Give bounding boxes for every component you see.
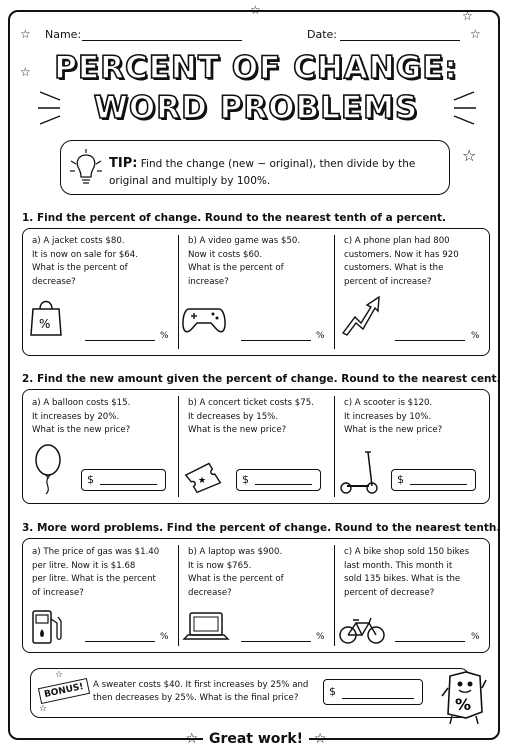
page-title-line2: WORD PROBLEMS: [93, 90, 419, 126]
tip-label: TIP:: [109, 156, 138, 171]
section-3-box: [22, 538, 490, 653]
bonus-box: [30, 668, 470, 718]
answer-line-3c[interactable]: [395, 641, 465, 642]
laptop-icon: [184, 611, 228, 643]
problem-2a: a) A balloon costs $15. It increases by 20%. What is the new price?: [32, 398, 131, 435]
dollar-prefix: $: [329, 685, 336, 698]
problem-2c: c) A scooter is $120. It increases by 10%. What is the new price?: [344, 398, 443, 435]
growth-arrow-icon: [341, 295, 381, 337]
dollar-prefix: $: [242, 473, 249, 486]
star-icon: ☆: [462, 9, 473, 23]
problem-3b: b) A laptop was $900. It is now $765. What is the percent of decrease?: [188, 547, 284, 598]
page-title-line1: PERCENT OF CHANGE:: [54, 50, 458, 86]
name-label: Name:: [45, 28, 82, 41]
answer-line-1b[interactable]: [241, 340, 311, 341]
percent-suffix: %: [316, 331, 325, 341]
star-icon: ☆: [39, 704, 48, 714]
burst-lines-icon: [448, 90, 478, 130]
answer-line-3a[interactable]: [85, 641, 155, 642]
svg-text:★: ★: [198, 476, 207, 486]
section-3-heading: 3. More word problems. Find the percent of change. Round to the nearest tenth.: [22, 522, 501, 534]
star-icon: ☆: [470, 27, 481, 41]
column-divider: [178, 235, 179, 349]
bonus-answer-box[interactable]: [323, 679, 423, 705]
bicycle-icon: [339, 617, 385, 645]
problem-3c: c) A bike shop sold 150 bikes last month. This month it sold 135 bikes. What is the percent of decrease?: [344, 547, 470, 598]
problem-1a: a) A jacket costs $80. It is now on sale for $64. What is the percent of decrease?: [32, 236, 138, 287]
answer-box-2b[interactable]: [236, 469, 321, 491]
light-bulb-icon: [69, 149, 103, 187]
answer-line-3b[interactable]: [241, 641, 311, 642]
problem-1c: c) A phone plan had 800 customers. Now it has 920 customers. What is the percent of increase?: [344, 236, 459, 287]
percent-suffix: %: [160, 632, 169, 642]
tip-body: Find the change (new − original), then divide by the original and multiply by 100%.: [109, 158, 416, 187]
burst-lines-icon: [38, 90, 68, 130]
answer-line-1a[interactable]: [85, 340, 155, 341]
bonus-question: A sweater costs $40. It first increases by 25% and then decreases by 25%. What is the final price?: [93, 680, 309, 703]
star-icon: ☆: [55, 670, 64, 680]
star-icon: ☆: [20, 27, 31, 41]
column-divider: [334, 235, 335, 349]
svg-text:%: %: [455, 695, 472, 714]
star-icon: ☆: [309, 731, 327, 747]
dollar-prefix: $: [397, 473, 404, 486]
name-field[interactable]: [82, 40, 242, 41]
percent-suffix: %: [471, 331, 480, 341]
game-controller-icon: [181, 305, 227, 335]
percent-suffix: %: [316, 632, 325, 642]
star-icon: ☆: [185, 731, 203, 747]
balloon-icon: [33, 444, 63, 496]
gas-pump-icon: [31, 609, 65, 645]
date-field[interactable]: [340, 40, 460, 41]
date-label: Date:: [307, 28, 337, 41]
ticket-icon: [184, 462, 224, 492]
footer: [0, 731, 512, 747]
star-icon: ☆: [462, 146, 477, 165]
dollar-prefix: $: [87, 473, 94, 486]
problem-2b: b) A concert ticket costs $75. It decreases by 15%. What is the new price?: [188, 398, 314, 435]
column-divider: [178, 545, 179, 646]
shopping-bag-icon: [29, 295, 63, 337]
scooter-icon: [339, 450, 379, 496]
answer-box-2c[interactable]: [391, 469, 476, 491]
percent-suffix: %: [471, 632, 480, 642]
footer-text: Great work!: [203, 731, 309, 747]
tip-box: [60, 140, 450, 195]
problem-3a: a) The price of gas was $1.40 per litre. Now it is $1.68 per litre. What is the percent of increase?: [32, 547, 160, 598]
percent-mascot-icon: [440, 668, 486, 726]
answer-line-1c[interactable]: [395, 340, 465, 341]
section-2-heading: 2. Find the new amount given the percent of change. Round to the nearest cent.: [22, 373, 501, 385]
column-divider: [334, 545, 335, 646]
section-2-box: [22, 389, 490, 504]
star-icon: ☆: [20, 65, 31, 79]
column-divider: [178, 396, 179, 497]
bonus-badge: BONUS!: [38, 678, 90, 704]
tip-text: [109, 155, 439, 190]
section-1-heading: 1. Find the percent of change. Round to the nearest tenth of a percent.: [22, 212, 447, 224]
column-divider: [334, 396, 335, 497]
percent-suffix: %: [160, 331, 169, 341]
section-1-box: [22, 228, 490, 356]
svg-text:%: %: [39, 317, 51, 331]
problem-1b: b) A video game was $50. Now it costs $60. What is the percent of increase?: [188, 236, 301, 287]
star-icon: ☆: [250, 3, 261, 17]
answer-box-2a[interactable]: [81, 469, 166, 491]
